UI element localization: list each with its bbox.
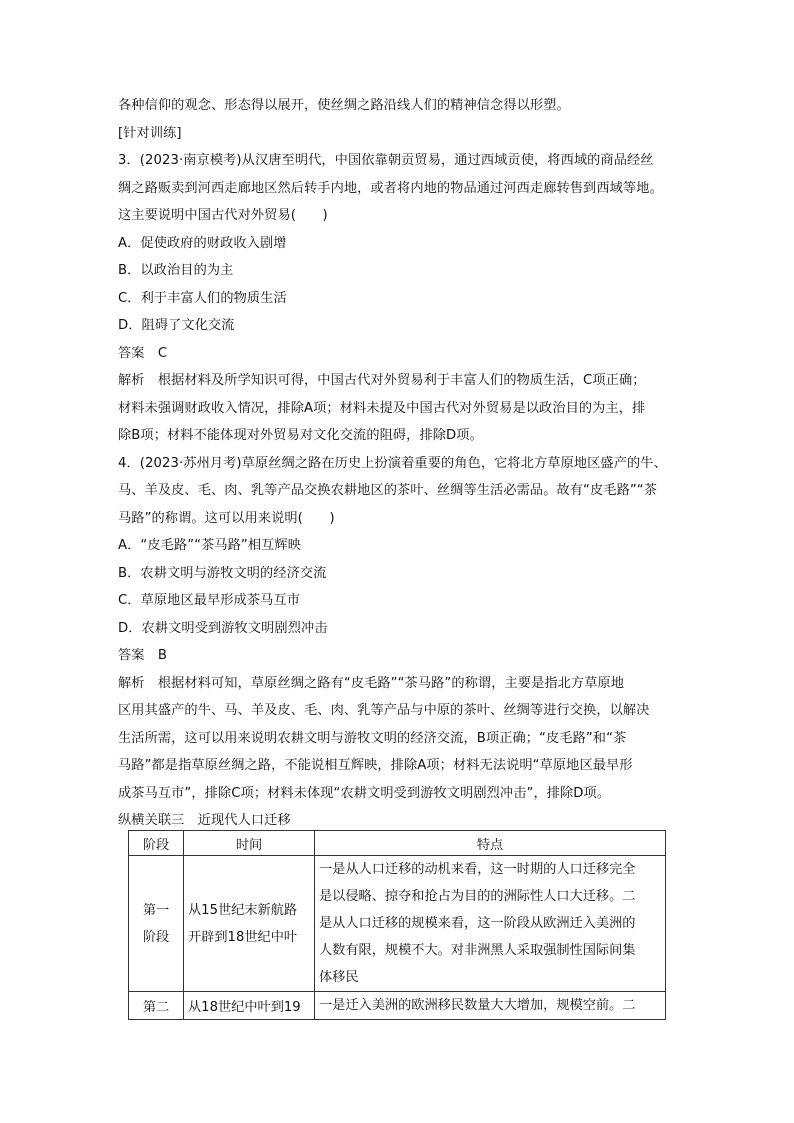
question-3-option-d: D．阻碍了文化交流 <box>118 318 235 333</box>
section-label: [针对训练] <box>118 125 182 141</box>
stage-cell: 第二 <box>129 992 184 1020</box>
question-4-option-a: A．“皮毛路”“茶马路”相互辉映 <box>118 538 302 553</box>
text-line: 各种信仰的观念、形态得以展开，使丝绸之路沿线人们的精神信念得以形塑。 <box>118 98 570 113</box>
features-cell: 一是迁入美洲的欧洲移民数量大大增加，规模空前。二 <box>315 992 666 1020</box>
question-4-option-c: C．草原地区最早形成茶马互市 <box>118 593 301 608</box>
question-3-option-a: A．促使政府的财政收入剧增 <box>118 235 287 251</box>
table-header-row <box>129 831 666 856</box>
question-4-analysis: 生活所需，这可以用来说明农耕文明与游牧文明的经济交流，B项正确；“皮毛路”和“茶 <box>118 730 627 746</box>
question-3-answer: 答案 C <box>118 345 168 361</box>
features-text: 一是从人口迁移的动机来看，这一时期的人口迁移完全 <box>319 862 636 877</box>
question-3-analysis: 解析 根据材料及所学知识可得，中国古代对外贸易利于丰富人们的物质生活，C项正确； <box>118 373 646 388</box>
question-3-option-b: B．以政治目的为主 <box>118 263 234 278</box>
header-stage: 阶段 <box>129 831 184 856</box>
table-row <box>129 856 666 992</box>
question-4-analysis: 解析 根据材料可知，草原丝绸之路有“皮毛路”“茶马路”的称谓，主要是指北方草原地 <box>118 675 625 691</box>
stage-text: 阶段 <box>142 929 170 945</box>
header-features: 特点 <box>315 831 666 856</box>
stage-cell <box>129 856 184 992</box>
question-4-analysis: 区用其盛产的牛、马、羊及皮、毛、肉、乳等产品与中原的茶叶、丝绸等进行交换，以解决 <box>118 703 650 718</box>
question-4-answer: 答案 B <box>118 648 168 663</box>
question-4-analysis: 成茶马互市”，排除C项；材料未体现“农耕文明受到游牧文明剧烈冲击”，排除D项。 <box>118 785 611 801</box>
question-4-stem: 马、羊及皮、毛、肉、乳等产品交换农耕地区的茶叶、丝绸等生活必需品。故有“皮毛路”“茶 <box>118 483 658 498</box>
question-3-analysis: 材料未强调财政收入情况，排除A项；材料未提及中国古代对外贸易是以政治目的为主，排 <box>118 400 646 416</box>
question-3-stem: 3．(2023·南京模考)从汉唐至明代，中国依靠朝贡贸易，通过西域贡使，将西域的商品经丝 <box>118 153 654 168</box>
features-text: 体移民 <box>319 970 359 985</box>
question-3-option-c: C．利于丰富人们的物质生活 <box>118 290 287 306</box>
question-4-option-b: B．农耕文明与游牧文明的经济交流 <box>118 565 327 581</box>
time-cell <box>184 856 315 992</box>
time-cell: 从18世纪中叶到19 <box>184 992 315 1020</box>
features-cell <box>315 856 666 992</box>
question-3-stem: 这主要说明中国古代对外贸易( ) <box>118 208 328 223</box>
time-text: 从15世纪末新航路 <box>188 902 298 918</box>
question-4-option-d: D．农耕文明受到游牧文明剧烈冲击 <box>118 620 328 636</box>
features-text: 是以侵略、掠夺和抢占为目的的洲际性人口大迁移。二 <box>319 889 636 904</box>
time-text: 开辟到18世纪中叶 <box>188 929 298 945</box>
question-4-analysis: 马路”都是指草原丝绸之路，不能说相互辉映，排除A项；材料无法说明“草原地区最早形 <box>118 758 633 773</box>
features-text: 是从人口迁移的规模来看，这一阶段从欧洲迁入美洲的 <box>319 916 636 931</box>
question-4-stem: 马路”的称谓。这可以用来说明( ) <box>118 510 335 526</box>
migration-table <box>128 830 666 1020</box>
features-text: 人数有限，规模不大。对非洲黑人采取强制性国际间集 <box>319 943 636 958</box>
stage-text: 第一 <box>142 902 170 918</box>
question-4-stem: 4．(2023·苏州月考)草原丝绸之路在历史上扮演着重要的角色，它将北方草原地区盛产的牛、 <box>118 455 667 471</box>
question-3-stem: 绸之路贩卖到河西走廊地区然后转手内地，或者将内地的物品通过河西走廊转售到西域等地。 <box>118 180 663 196</box>
header-time: 时间 <box>184 831 315 856</box>
section-heading: 纵横关联三 近现代人口迁移 <box>118 813 291 828</box>
table-row <box>129 992 666 1020</box>
question-3-analysis: 除B项；材料不能体现对外贸易对文化交流的阻碍，排除D项。 <box>118 428 483 443</box>
document-body <box>118 92 678 835</box>
